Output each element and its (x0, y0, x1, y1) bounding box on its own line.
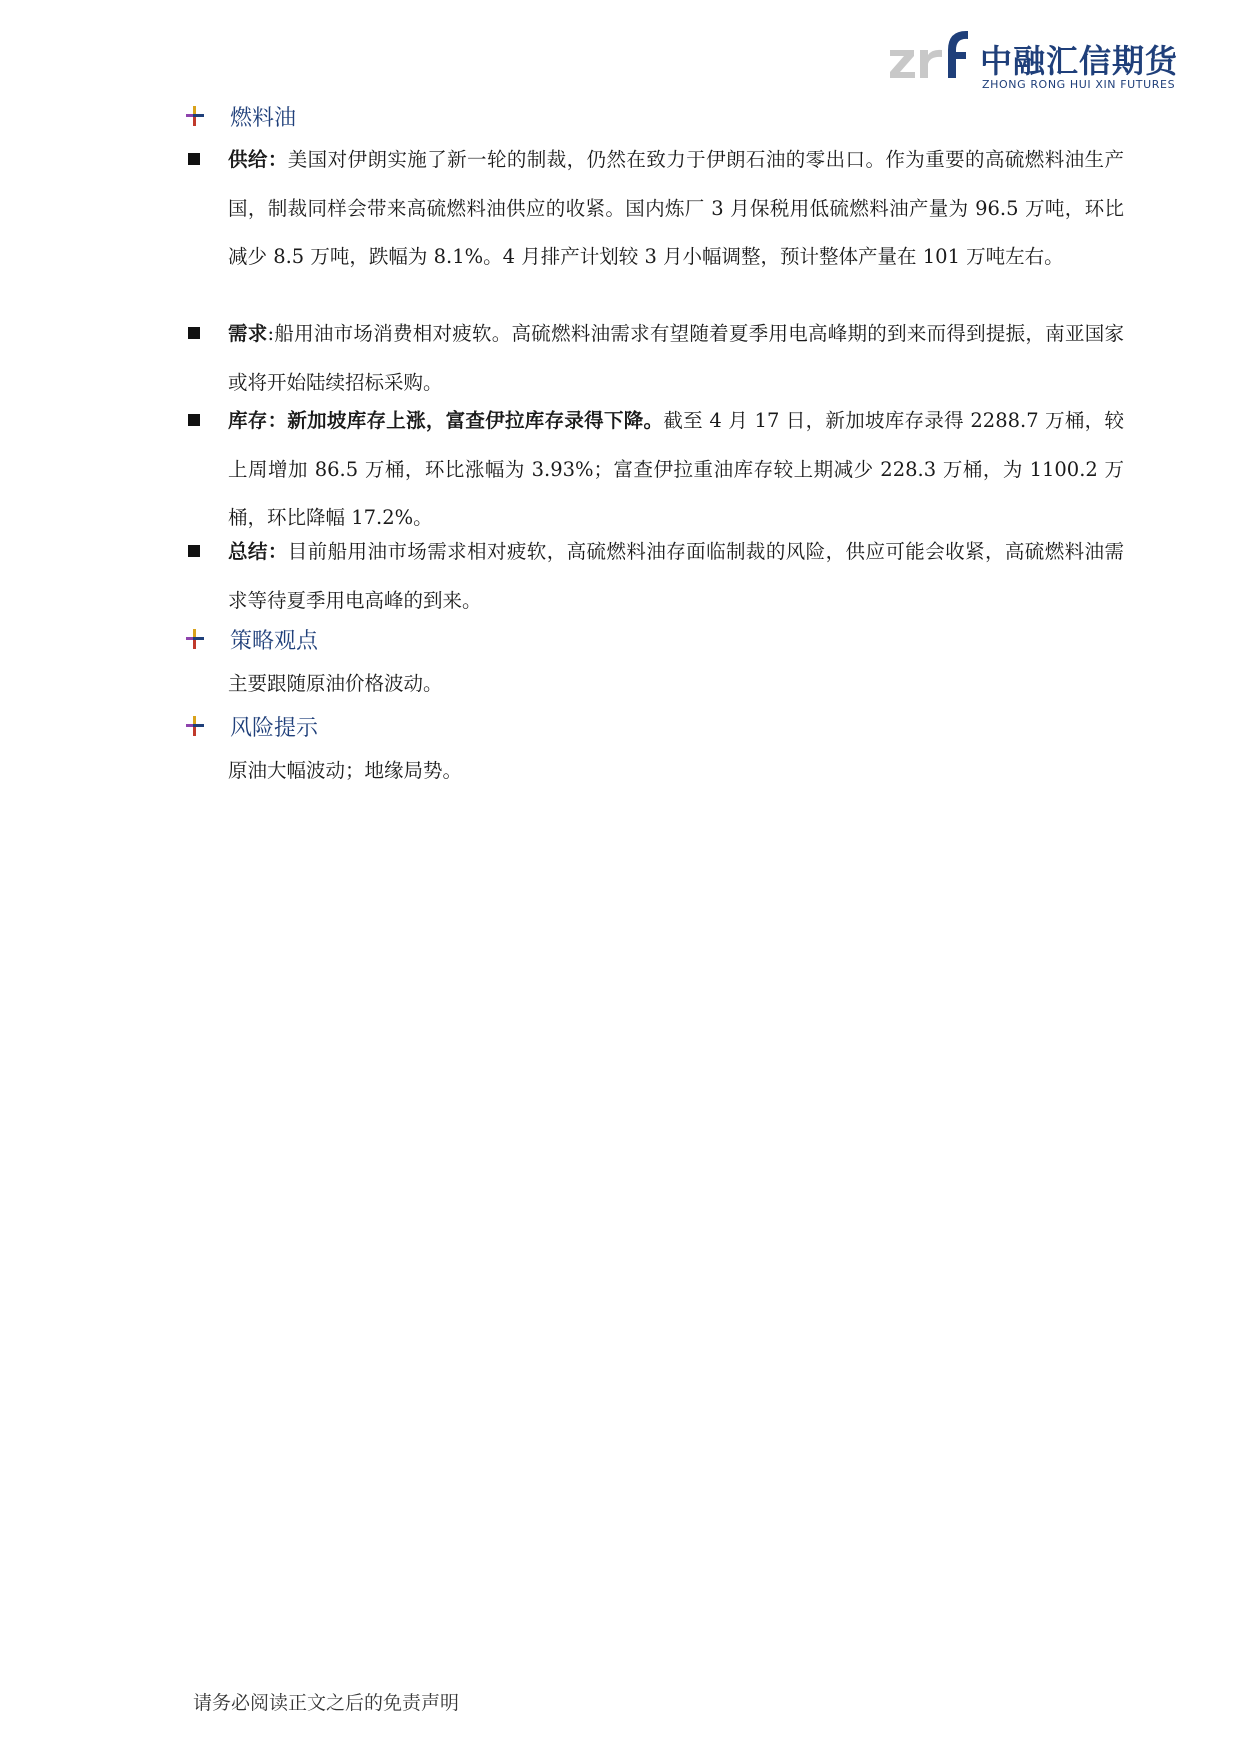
section-title: 燃料油 (230, 105, 297, 131)
bullet-text (228, 528, 1124, 625)
bullet-demand (184, 310, 1124, 407)
bullet-body: 美国对伊朗实施了新一轮的制裁，仍然在致力于伊朗石油的零出口。作为重要的高硫燃料油生产国，制裁同样会带来高硫燃料油供应的收紧。国内炼厂 3 月保税用低硫燃料油产量为 96.5 万吨，环比减少 8.5 万吨，跌幅为 8.1%。4 月排产计划较 3 月小幅调整，预计整体产量在 101 万吨左右。 (228, 148, 1124, 269)
bullet-body: 目前船用油市场需求相对疲软，高硫燃料油存面临制裁的风险，供应可能会收紧，高硫燃料油需求等待夏季用电高峰的到来。 (228, 540, 1124, 612)
section-heading-risk (184, 711, 318, 741)
bullet-label: 库存： (228, 409, 288, 432)
zrf-logo-icon (888, 28, 978, 92)
bullet-bold-summary: 新加坡库存上涨，富查伊拉库存录得下降。 (287, 409, 664, 432)
bullet-square-icon (188, 327, 200, 339)
bullet-supply (184, 136, 1124, 282)
logo-english-name: ZHONG RONG HUI XIN FUTURES (982, 78, 1176, 91)
section-heading-strategy (184, 624, 318, 654)
bullet-square-icon (188, 153, 200, 165)
bullet-cross-icon (184, 628, 206, 650)
risk-text: 原油大幅波动；地缘局势。 (228, 759, 463, 782)
footer-disclaimer: 请务必阅读正文之后的免责声明 (193, 1692, 460, 1714)
bullet-summary (184, 528, 1124, 625)
section-title: 风险提示 (230, 715, 319, 741)
bullet-cross-icon (184, 105, 206, 127)
bullet-text (228, 136, 1124, 282)
strategy-text: 主要跟随原油价格波动。 (228, 672, 443, 695)
bullet-text (228, 310, 1124, 407)
bullet-text (228, 397, 1124, 543)
bullet-square-icon (188, 545, 200, 557)
company-logo (888, 28, 1188, 98)
bullet-label: 总结： (228, 540, 288, 563)
logo-chinese-name: 中融汇信期货 (980, 42, 1179, 80)
bullet-inventory (184, 397, 1124, 543)
bullet-cross-icon (184, 715, 206, 737)
section-heading-fuel-oil (184, 101, 296, 131)
bullet-label: 需求 (228, 322, 268, 345)
bullet-body: 截至 4 月 17 日，新加坡库存录得 2288.7 万桶，较上周增加 86.5 万桶，环比涨幅为 3.93%；富查伊拉重油库存较上期减少 228.3 万桶，为 1100.2 万桶，环比降幅 17.2%。 (228, 409, 1124, 530)
bullet-label: 供给： (228, 148, 288, 171)
section-title: 策略观点 (230, 628, 319, 654)
bullet-body: :船用油市场消费相对疲软。高硫燃料油需求有望随着夏季用电高峰期的到来而得到提振，南亚国家或将开始陆续招标采购。 (228, 322, 1124, 394)
bullet-square-icon (188, 414, 200, 426)
